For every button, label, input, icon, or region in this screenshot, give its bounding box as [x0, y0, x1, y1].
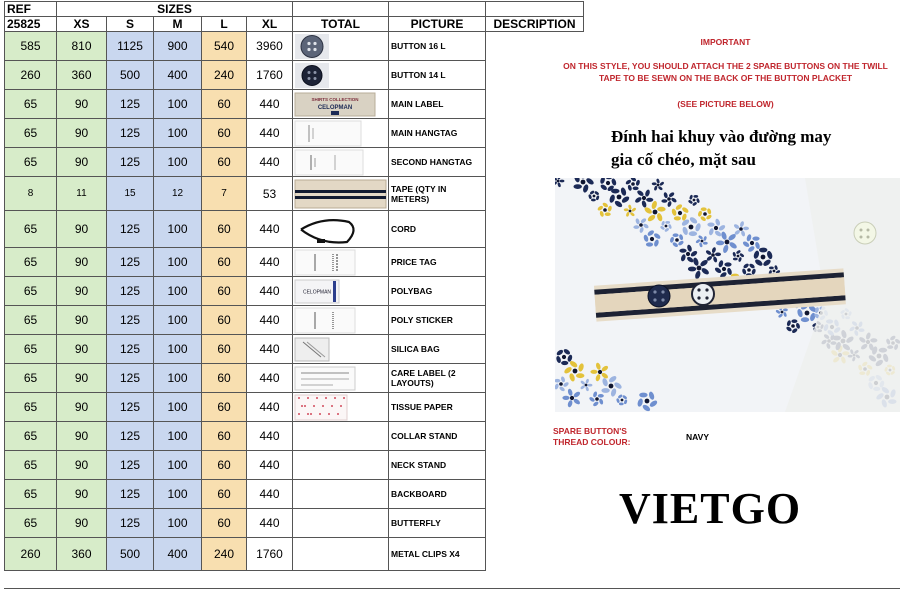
table-row	[5, 119, 584, 148]
hangtag-image	[293, 120, 388, 147]
total-cell: 440	[247, 335, 293, 364]
care-label-image	[293, 365, 388, 392]
size-header-m: M	[154, 17, 202, 32]
qty-cell-m: 125	[107, 364, 154, 393]
qty-cell-s: 11	[57, 177, 107, 211]
description-cell: CORD	[389, 211, 486, 248]
qty-cell-l: 900	[154, 32, 202, 61]
table-row	[5, 364, 584, 393]
table-row	[5, 480, 584, 509]
table-row	[5, 393, 584, 422]
qty-cell-m: 125	[107, 248, 154, 277]
table-row	[5, 277, 584, 306]
description-cell: BACKBOARD	[389, 480, 486, 509]
size-header-xl: XL	[247, 17, 293, 32]
qty-cell-l: 400	[154, 538, 202, 571]
description-cell: SILICA BAG	[389, 335, 486, 364]
vietnamese-line-2: gia cố chéo, mặt sau	[611, 150, 756, 169]
total-cell: 53	[247, 177, 293, 211]
qty-cell-xl: 60	[202, 393, 247, 422]
qty-cell-xs: 65	[5, 364, 57, 393]
qty-cell-l: 100	[154, 509, 202, 538]
table-row	[5, 177, 584, 211]
picture-cell	[293, 393, 389, 422]
qty-cell-xl: 60	[202, 480, 247, 509]
picture-cell	[293, 148, 389, 177]
total-cell: 440	[247, 306, 293, 335]
qty-cell-xl: 60	[202, 248, 247, 277]
qty-cell-s: 360	[57, 538, 107, 571]
qty-cell-s: 90	[57, 306, 107, 335]
qty-cell-xs: 8	[5, 177, 57, 211]
qty-cell-xl: 60	[202, 509, 247, 538]
qty-cell-s: 90	[57, 277, 107, 306]
table-row	[5, 211, 584, 248]
picture-cell	[293, 277, 389, 306]
vietgo-watermark: VIETGO	[619, 484, 802, 533]
button-16l-image	[293, 33, 388, 60]
picture-cell	[293, 61, 389, 90]
description-cell: POLYBAG	[389, 277, 486, 306]
qty-cell-m: 125	[107, 148, 154, 177]
picture-cell	[293, 451, 389, 480]
table-row	[5, 538, 584, 571]
spare-thread-label: SPARE BUTTON'S THREAD COLOUR:	[553, 426, 631, 447]
price-tag-image	[293, 249, 388, 276]
table-row	[5, 61, 584, 90]
vietnamese-note	[611, 125, 831, 171]
qty-cell-xs: 585	[5, 32, 57, 61]
qty-cell-xs: 65	[5, 248, 57, 277]
total-cell: 440	[247, 211, 293, 248]
qty-cell-s: 90	[57, 148, 107, 177]
picture-cell	[293, 306, 389, 335]
picture-cell	[293, 422, 389, 451]
total-cell: 1760	[247, 538, 293, 571]
qty-cell-s: 90	[57, 119, 107, 148]
table-row	[5, 422, 584, 451]
total-cell: 440	[247, 148, 293, 177]
main-label-text-2: CELOPMAN	[317, 104, 353, 111]
qty-cell-l: 400	[154, 61, 202, 90]
ref-number: 25825	[5, 17, 57, 32]
description-cell: NECK STAND	[389, 451, 486, 480]
qty-cell-xs: 65	[5, 306, 57, 335]
table-row	[5, 248, 584, 277]
placket-photo	[555, 178, 900, 412]
qty-cell-m: 500	[107, 61, 154, 90]
order-sheet-table	[4, 1, 584, 571]
table-row	[5, 148, 584, 177]
qty-cell-xl: 60	[202, 364, 247, 393]
see-picture-note: (SEE PICTURE BELOW)	[677, 99, 774, 109]
description-cell: BUTTON 16 L	[389, 32, 486, 61]
total-cell: 440	[247, 90, 293, 119]
polybag-image	[293, 278, 388, 305]
total-cell: 440	[247, 364, 293, 393]
qty-cell-m: 125	[107, 119, 154, 148]
total-header: TOTAL	[293, 17, 389, 32]
description-cell: TISSUE PAPER	[389, 393, 486, 422]
picture-cell	[293, 509, 389, 538]
total-cell: 440	[247, 509, 293, 538]
total-cell: 440	[247, 451, 293, 480]
description-cell: BUTTON 14 L	[389, 61, 486, 90]
polybag-text: CELOPMAN	[302, 289, 332, 295]
qty-cell-xs: 65	[5, 90, 57, 119]
qty-cell-xl: 240	[202, 538, 247, 571]
qty-cell-m: 125	[107, 393, 154, 422]
qty-cell-m: 500	[107, 538, 154, 571]
qty-cell-l: 100	[154, 422, 202, 451]
tissue-paper-image	[293, 394, 388, 421]
description-header: DESCRIPTION	[486, 17, 584, 32]
floral-fabric-image	[555, 178, 900, 412]
picture-cell	[293, 119, 389, 148]
twill-tape-image	[293, 178, 388, 210]
second-hangtag-image	[293, 149, 388, 176]
total-cell: 440	[247, 393, 293, 422]
total-cell: 440	[247, 248, 293, 277]
qty-cell-m: 125	[107, 211, 154, 248]
table-row	[5, 90, 584, 119]
qty-cell-l: 100	[154, 277, 202, 306]
qty-cell-xs: 65	[5, 119, 57, 148]
qty-cell-xs: 65	[5, 509, 57, 538]
qty-cell-xs: 260	[5, 538, 57, 571]
qty-cell-m: 125	[107, 480, 154, 509]
table-row	[5, 32, 584, 61]
qty-cell-l: 100	[154, 393, 202, 422]
picture-cell	[293, 538, 389, 571]
description-cell: PRICE TAG	[389, 248, 486, 277]
total-cell: 440	[247, 119, 293, 148]
frame-bottom-line	[4, 588, 900, 589]
ref-header: REF	[5, 2, 57, 17]
size-header-xs: XS	[57, 17, 107, 32]
qty-cell-l: 100	[154, 211, 202, 248]
qty-cell-xl: 60	[202, 277, 247, 306]
qty-cell-l: 100	[154, 119, 202, 148]
size-header-l: L	[202, 17, 247, 32]
qty-cell-m: 125	[107, 422, 154, 451]
picture-cell	[293, 480, 389, 509]
qty-cell-xl: 240	[202, 61, 247, 90]
qty-cell-m: 1125	[107, 32, 154, 61]
qty-cell-l: 100	[154, 306, 202, 335]
main-label-text-1: SHIRTS COLLECTION	[311, 96, 359, 102]
total-cell: 440	[247, 277, 293, 306]
qty-cell-xl: 60	[202, 451, 247, 480]
qty-cell-l: 100	[154, 335, 202, 364]
description-cell: COLLAR STAND	[389, 422, 486, 451]
picture-cell	[293, 90, 389, 119]
picture-cell	[293, 177, 389, 211]
description-cell: CARE LABEL (2 LAYOUTS)	[389, 364, 486, 393]
qty-cell-s: 90	[57, 451, 107, 480]
vietnamese-line-1: Đính hai khuy vào đường may	[611, 127, 832, 146]
qty-cell-l: 100	[154, 148, 202, 177]
important-instruction: ON THIS STYLE, YOU SHOULD ATTACH THE 2 SPARE BUTTONS ON THE TWILL TAPE TO BE SEWN ON THE BACK OF THE BUTTON PLACKET	[563, 61, 888, 83]
qty-cell-m: 125	[107, 306, 154, 335]
table-row	[5, 306, 584, 335]
qty-cell-xl: 60	[202, 211, 247, 248]
total-cell: 1760	[247, 61, 293, 90]
qty-cell-s: 90	[57, 335, 107, 364]
qty-cell-m: 125	[107, 451, 154, 480]
silica-bag-image	[293, 336, 388, 363]
description-cell: MAIN HANGTAG	[389, 119, 486, 148]
qty-cell-xl: 60	[202, 148, 247, 177]
qty-cell-s: 90	[57, 509, 107, 538]
qty-cell-l: 100	[154, 248, 202, 277]
qty-cell-s: 90	[57, 393, 107, 422]
qty-cell-xl: 60	[202, 306, 247, 335]
important-heading: IMPORTANT	[700, 37, 751, 47]
poly-sticker-image	[293, 307, 388, 334]
size-header-s: S	[107, 17, 154, 32]
qty-cell-l: 100	[154, 364, 202, 393]
qty-cell-s: 90	[57, 90, 107, 119]
qty-cell-xs: 65	[5, 480, 57, 509]
spare-thread-value: NAVY	[686, 432, 709, 442]
qty-cell-xs: 65	[5, 148, 57, 177]
qty-cell-s: 90	[57, 211, 107, 248]
qty-cell-l: 100	[154, 451, 202, 480]
qty-cell-s: 90	[57, 480, 107, 509]
total-cell: 440	[247, 422, 293, 451]
button-14l-image	[293, 62, 388, 89]
table-row	[5, 335, 584, 364]
picture-cell	[293, 211, 389, 248]
qty-cell-xl: 60	[202, 90, 247, 119]
description-cell: BUTTERFLY	[389, 509, 486, 538]
qty-cell-xs: 65	[5, 211, 57, 248]
qty-cell-xs: 65	[5, 451, 57, 480]
description-cell: TAPE (QTY IN METERS)	[389, 177, 486, 211]
qty-cell-xs: 260	[5, 61, 57, 90]
qty-cell-xs: 65	[5, 335, 57, 364]
qty-cell-xl: 60	[202, 119, 247, 148]
qty-cell-s: 360	[57, 61, 107, 90]
qty-cell-m: 15	[107, 177, 154, 211]
qty-cell-xl: 7	[202, 177, 247, 211]
cord-image	[293, 212, 388, 247]
qty-cell-s: 810	[57, 32, 107, 61]
main-label-image	[293, 91, 388, 118]
total-cell: 440	[247, 480, 293, 509]
picture-cell	[293, 364, 389, 393]
qty-cell-xs: 65	[5, 277, 57, 306]
qty-cell-xl: 60	[202, 422, 247, 451]
qty-cell-l: 100	[154, 90, 202, 119]
qty-cell-m: 125	[107, 90, 154, 119]
qty-cell-l: 100	[154, 480, 202, 509]
qty-cell-xl: 60	[202, 335, 247, 364]
qty-cell-s: 90	[57, 248, 107, 277]
sizes-header: SIZES	[57, 2, 293, 17]
qty-cell-xs: 65	[5, 422, 57, 451]
qty-cell-xs: 65	[5, 393, 57, 422]
qty-cell-xl: 540	[202, 32, 247, 61]
picture-cell	[293, 335, 389, 364]
table-row	[5, 451, 584, 480]
description-cell: MAIN LABEL	[389, 90, 486, 119]
picture-cell	[293, 248, 389, 277]
description-cell: METAL CLIPS X4	[389, 538, 486, 571]
picture-cell	[293, 32, 389, 61]
total-cell: 3960	[247, 32, 293, 61]
description-cell: POLY STICKER	[389, 306, 486, 335]
qty-cell-s: 90	[57, 364, 107, 393]
qty-cell-l: 12	[154, 177, 202, 211]
notes-panel	[551, 0, 900, 595]
picture-header: PICTURE	[389, 17, 486, 32]
qty-cell-m: 125	[107, 277, 154, 306]
qty-cell-s: 90	[57, 422, 107, 451]
description-cell: SECOND HANGTAG	[389, 148, 486, 177]
table-row	[5, 509, 584, 538]
qty-cell-m: 125	[107, 335, 154, 364]
qty-cell-m: 125	[107, 509, 154, 538]
